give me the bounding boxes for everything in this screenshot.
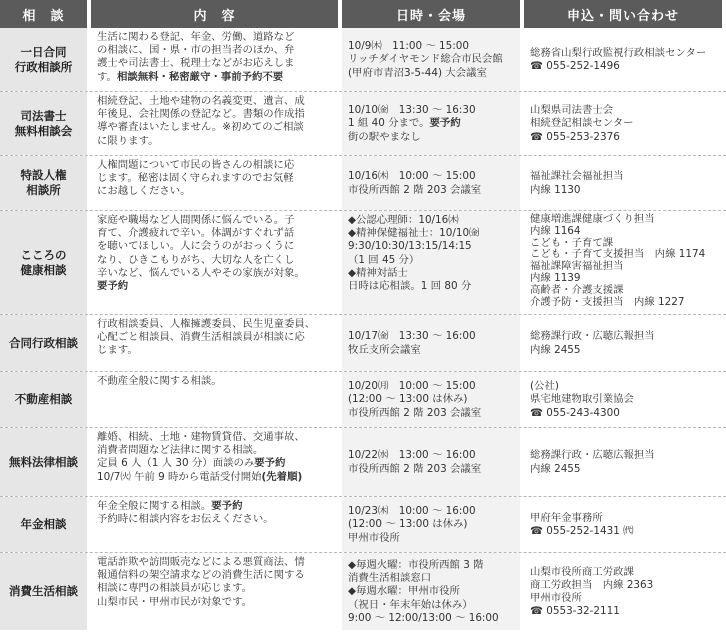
table-body xyxy=(0,28,726,630)
phone-number: ☎ 055-252-1431 ㈹ xyxy=(530,525,634,537)
contact-info xyxy=(524,156,722,210)
contact-info xyxy=(524,315,722,371)
table-row xyxy=(0,371,726,427)
datetime-venue xyxy=(342,156,520,210)
content-line xyxy=(97,318,334,331)
content-line xyxy=(97,240,334,253)
consultation-name-line: 司法書士 xyxy=(20,108,67,123)
consultation-name-line: 無料法律相談 xyxy=(9,454,78,469)
content-text: 相続登記、土地や建物の名義変更、遺言、成 xyxy=(97,95,305,107)
consultation-content xyxy=(91,28,338,91)
contact-line: 高齢者・介護支援課 xyxy=(530,283,624,296)
content-line xyxy=(97,267,334,280)
contact-line: 内線 2455 xyxy=(530,343,581,356)
contact-line: 福祉課障害福祉担当 xyxy=(530,260,624,273)
contact-line: こども・子育て課 xyxy=(530,236,614,249)
datetime-line: 10/23㈭ 10:00 ～ 16:00 xyxy=(348,505,476,518)
contact-line: 山梨県司法書士会 xyxy=(530,104,614,117)
content-line xyxy=(97,444,334,457)
datetime-line: 消費生活相談窓口 xyxy=(348,572,432,585)
datetime-line: 市役所西館 2 階 203 会議室 xyxy=(348,462,482,475)
contact-line: 総務省山梨行政監視行政相談センター xyxy=(530,46,707,59)
content-emphasis: 要予約 xyxy=(254,457,286,470)
content-text: 導や審査はいたしません。※初めてのご相談 xyxy=(97,121,304,134)
contact-info xyxy=(524,553,722,630)
content-line xyxy=(97,582,334,595)
consultation-name xyxy=(0,428,87,496)
content-text: 相談に専門の相談員が応じます。 xyxy=(97,582,253,595)
datetime-line: (12:00 ～ 13:00 は休み) xyxy=(348,393,468,406)
consultation-name-line: 合同行政相談 xyxy=(9,335,78,350)
consultation-content xyxy=(91,497,338,552)
content-line xyxy=(97,227,334,240)
contact-info xyxy=(524,211,722,314)
contact-line: 福祉課社会福祉担当 xyxy=(530,170,624,183)
datetime-line: ◆精神保健福祉士：10/10㈮ xyxy=(348,227,480,240)
contact-line: 相続登記相談センター xyxy=(530,117,634,130)
content-text: す。 xyxy=(97,70,117,83)
content-text: を聴いてほしい。人に会うのがおっくうに xyxy=(97,240,295,253)
content-text: 生活に関わる登記、年金、労働、道路など xyxy=(97,31,295,43)
consultation-name-line: 行政相談所 xyxy=(14,59,73,74)
datetime-line: 10/17㈮ 13:30 ～ 16:00 xyxy=(348,330,476,343)
content-text: 10/7㈫ 午前 9 時から電話受付開始 xyxy=(97,470,262,483)
content-text: なり、ひきこもりがち、大切な人を亡くし xyxy=(97,253,295,266)
content-line xyxy=(97,95,334,108)
consultation-name-line: 無料相談会 xyxy=(14,123,73,138)
contact-info xyxy=(524,92,722,155)
content-emphasis: 相談無料・秘密厳守・事前予約不要 xyxy=(116,70,284,83)
consultation-content xyxy=(91,428,338,496)
datetime-line: 日時は応相談。1 回 80 分 xyxy=(348,280,472,293)
datetime-line: （祝日・年末年始は休み） xyxy=(348,598,473,611)
content-line xyxy=(97,31,334,44)
datetime-venue xyxy=(342,92,520,155)
phone-number: ☎ 055-253-2376 xyxy=(530,130,620,143)
content-text: 辛いなど、悩んでいる人やその家族が対象。 xyxy=(97,266,305,279)
datetime-line: ◆公認心理師：10/16㈭ xyxy=(348,214,459,226)
consultation-content xyxy=(91,553,338,630)
table-header xyxy=(0,0,726,28)
content-text: 心配ごと相談員、消費生活相談員が相談に応 xyxy=(97,331,305,344)
consultation-name-line: 特設人権 xyxy=(20,168,67,182)
header-datetime-venue: 日時・会場 xyxy=(342,0,520,28)
consultation-name-line: 不動産相談 xyxy=(14,392,73,406)
phone-number: ☎ 055-243-4300 xyxy=(530,406,620,419)
header-consultation: 相 談 xyxy=(0,0,87,28)
content-line xyxy=(97,513,334,526)
content-text: 要予約 xyxy=(97,280,129,293)
datetime-venue xyxy=(342,497,520,552)
table-row xyxy=(0,552,726,630)
contact-line: 内線 1130 xyxy=(530,183,581,196)
content-text: 消費者問題など法律に関する相談。 xyxy=(97,444,264,457)
consultation-content xyxy=(91,211,338,314)
datetime-line: ◆精神対話士 xyxy=(348,266,408,279)
consultation-name-line: 相談所 xyxy=(26,183,61,197)
content-text: の相談に、国・県・市の担当者のほか、弁 xyxy=(97,44,295,57)
datetime-venue xyxy=(342,428,520,496)
content-text: 育て、介護疲れで辛い。体調がすぐれず話 xyxy=(97,227,295,240)
consultation-name-line: 年金相談 xyxy=(20,517,67,531)
datetime-line: 10/9㈭ 11:00 ～ 15:00 xyxy=(348,40,469,53)
content-text: に限ります。 xyxy=(97,134,159,147)
phone-number: ☎ 055-252-1496 xyxy=(530,60,620,72)
content-line xyxy=(97,172,334,185)
datetime-line: 10/10㈮ 13:30 ～ 16:30 xyxy=(348,104,476,117)
consultation-name xyxy=(0,92,87,155)
datetime-line: 市役所西館 2 階 203 会議室 xyxy=(348,406,482,419)
contact-line: 甲州市役所 xyxy=(530,592,582,604)
datetime-line: 9:00 ～ 12:00/13:00 ～ 16:00 xyxy=(348,611,499,624)
table-row xyxy=(0,28,726,91)
consultation-name-line: 健康相談 xyxy=(20,262,67,277)
content-text: 電話詐欺や訪問販売などによる悪質商法、情 xyxy=(97,556,305,568)
datetime-venue xyxy=(342,553,520,630)
contact-line: 甲府年金事務所 xyxy=(530,511,603,524)
datetime-line: 甲州市役所 xyxy=(348,531,400,544)
consultation-content xyxy=(91,156,338,210)
content-line xyxy=(97,596,334,609)
content-line xyxy=(97,344,334,357)
datetime-line: 牧丘支所会議室 xyxy=(348,343,421,356)
table-row xyxy=(0,496,726,552)
content-line xyxy=(97,214,334,227)
content-text: じます。 xyxy=(97,344,138,357)
content-text: 人権問題について市民の皆さんの相談に応 xyxy=(97,159,295,171)
content-text: 不動産全般に関する相談。 xyxy=(97,375,222,387)
content-text: 報通信料の架空請求などの消費生活に関する xyxy=(97,569,305,582)
datetime-venue xyxy=(342,28,520,91)
table-row xyxy=(0,427,726,496)
consultation-name xyxy=(0,372,87,427)
content-line xyxy=(97,331,334,344)
contact-line: 内線 1164 xyxy=(530,224,581,237)
consultation-name xyxy=(0,497,87,552)
datetime-line: 9:30/10:30/13:15/14:15 xyxy=(348,240,472,253)
table-row xyxy=(0,210,726,314)
datetime-line: ◆毎週水曜：甲州市役所 xyxy=(348,585,460,598)
reservation-required: 要予約 xyxy=(429,117,461,130)
content-text: 離婚、相続、土地・建物賃貸借、交通事故、 xyxy=(97,431,305,443)
contact-line: 内線 1139 xyxy=(530,271,581,284)
consultation-name xyxy=(0,315,87,371)
contact-line: 総務課行政・広聴広報担当 xyxy=(530,449,655,462)
header-contact: 申込・問い合わせ xyxy=(524,0,722,28)
content-emphasis: (先着順) xyxy=(261,470,303,483)
consultation-content xyxy=(91,372,338,427)
table-row xyxy=(0,314,726,371)
content-line xyxy=(97,556,334,569)
contact-line: 総務課行政・広聴広報担当 xyxy=(530,330,655,343)
content-line xyxy=(97,71,334,84)
consultation-name-line: こころの xyxy=(20,247,67,262)
consultation-name xyxy=(0,28,87,91)
content-text: にお越しください。 xyxy=(97,185,191,198)
contact-line: 山梨市役所商工労政課 xyxy=(530,565,634,578)
content-text: 定員 6 人（1 人 30 分）面談のみ xyxy=(97,457,255,470)
contact-line: 健康増進課健康づくり担当 xyxy=(530,213,655,225)
consultation-name xyxy=(0,553,87,630)
table-row xyxy=(0,91,726,155)
content-line xyxy=(97,457,334,470)
consultation-content xyxy=(91,92,338,155)
content-line xyxy=(97,569,334,582)
content-line xyxy=(97,471,334,484)
content-text: 行政相談委員、人権擁護委員、民生児童委員、 xyxy=(97,318,316,330)
contact-info xyxy=(524,28,722,91)
content-line xyxy=(97,254,334,267)
content-text: じます。秘密は固く守られますのでお気軽 xyxy=(97,172,294,185)
contact-info xyxy=(524,428,722,496)
phone-number: ☎ 0553-32-2111 xyxy=(530,605,620,618)
contact-line: 介護予防・支援担当 内線 1227 xyxy=(530,295,685,308)
datetime-line: (12:00 ～ 13:00 は休み) xyxy=(348,518,468,531)
consultation-name xyxy=(0,156,87,210)
table-row xyxy=(0,155,726,210)
datetime-line: リッチダイヤモンド総合市民会館 xyxy=(348,53,503,66)
content-text: 年金全般に関する相談。 xyxy=(97,500,212,512)
datetime-line: 市役所西館 2 階 203 会議室 xyxy=(348,183,482,196)
contact-line: 県宅地建物取引業協会 xyxy=(530,393,634,406)
datetime-venue xyxy=(342,372,520,427)
datetime-line: 街の駅やまなし xyxy=(348,130,421,143)
header-content: 内 容 xyxy=(91,0,338,28)
content-line xyxy=(97,500,334,513)
content-line xyxy=(97,57,334,70)
content-text: 山梨市民・甲州市民が対象です。 xyxy=(97,595,253,608)
content-line xyxy=(97,135,334,148)
content-text: 年後見、会社関係の登記など。書類の作成指 xyxy=(97,108,305,121)
datetime-line: 10/20㈪ 10:00 ～ 15:00 xyxy=(348,380,476,393)
contact-line: 商工労政担当 内線 2363 xyxy=(530,578,654,591)
content-line xyxy=(97,159,334,172)
content-line xyxy=(97,44,334,57)
datetime-venue xyxy=(342,315,520,371)
consultation-name-line: 消費生活相談 xyxy=(9,584,78,598)
contact-info xyxy=(524,497,722,552)
datetime-venue xyxy=(342,211,520,314)
content-text: 護士や司法書士、税理士などがお応えしま xyxy=(97,57,295,70)
content-text: 予約時に相談内容をお伝えください。 xyxy=(97,513,274,526)
datetime-line: 1 組 40 分まで。要予約 xyxy=(348,117,461,130)
contact-line: (公社) xyxy=(530,380,559,393)
datetime-line: 10/22㈬ 13:00 ～ 16:00 xyxy=(348,449,476,462)
content-line xyxy=(97,280,334,293)
content-line xyxy=(97,185,334,198)
datetime-line: ◆毎週火曜：市役所西館 3 階 xyxy=(348,558,484,571)
contact-line: こども・子育て支援担当 内線 1174 xyxy=(530,248,706,261)
content-emphasis: 要予約 xyxy=(211,500,243,512)
content-line xyxy=(97,121,334,134)
consultation-name xyxy=(0,211,87,314)
datetime-line: （1 回 45 分） xyxy=(348,253,420,266)
content-text: 家庭や職場など人間関係に悩んでいる。子 xyxy=(97,214,295,226)
content-line xyxy=(97,108,334,121)
content-line xyxy=(97,375,334,388)
content-line xyxy=(97,431,334,444)
consultation-name-line: 一日合同 xyxy=(20,44,67,59)
contact-line: 内線 2455 xyxy=(530,462,581,475)
datetime-line: (甲府市青沼3-5-44) 大会議室 xyxy=(348,66,487,79)
contact-info xyxy=(524,372,722,427)
datetime-line: 10/16㈭ 10:00 ～ 15:00 xyxy=(348,170,476,183)
consultation-content xyxy=(91,315,338,371)
